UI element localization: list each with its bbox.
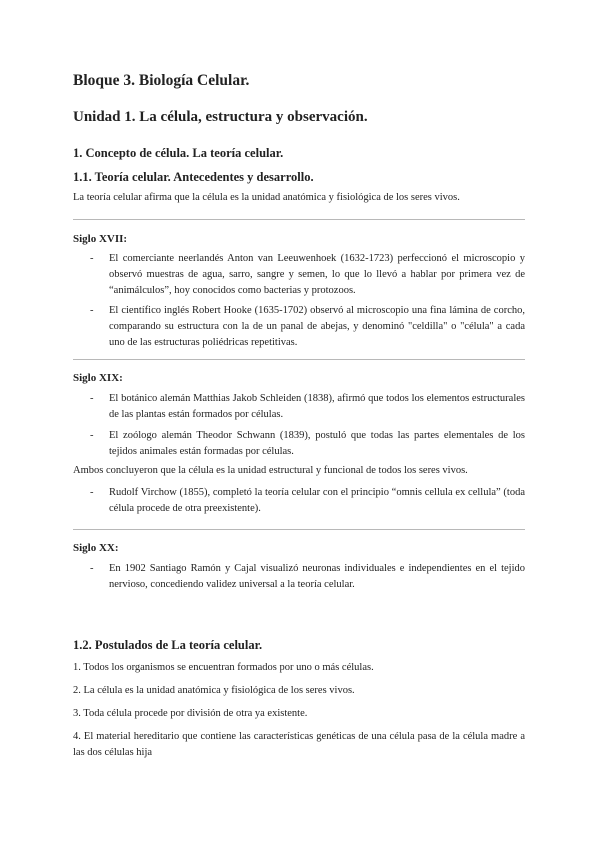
bullet-item — [90, 391, 525, 423]
postulate-item: 1. Todos los organismos se encuentran formados por uno o más células. — [73, 662, 374, 673]
divider — [73, 219, 525, 220]
bullet-text: El botánico alemán Matthias Jakob Schleiden (1838), afirmó que todos los elementos estructurales de las plantas están formados por células. — [109, 393, 525, 420]
bullet-text: En 1902 Santiago Ramón y Cajal visualizó neuronas individuales e independientes en el tejido nervioso, concediendo validez universal a la teoría celular. — [109, 563, 525, 590]
conclusion-paragraph: Ambos concluyeron que la célula es la unidad estructural y funcional de todos los seres vivos. — [73, 465, 468, 476]
block-title: Bloque 3. Biología Celular. — [73, 72, 250, 89]
bullet-item — [90, 485, 525, 517]
bullet-text: Rudolf Virchow (1855), completó la teoría celular con el principio “omnis cellula ex cellula” (toda célula procede de otra preexistente). — [109, 487, 525, 514]
section-1-2-heading: 1.2. Postulados de La teoría celular. — [73, 638, 263, 652]
section-1-heading: 1. Concepto de célula. La teoría celular. — [73, 146, 284, 160]
divider — [73, 359, 525, 360]
unit-title: Unidad 1. La célula, estructura y observación. — [73, 109, 368, 125]
bullet-dash: - — [90, 430, 94, 441]
section-1-1-heading: 1.1. Teoría celular. Antecedentes y desarrollo. — [73, 170, 314, 184]
postulate-item: 4. El material hereditario que contiene las características genéticas de una célula pasa de la célula madre a las dos células hija — [73, 731, 525, 758]
postulate-item: 2. La célula es la unidad anatómica y fisiológica de los seres vivos. — [73, 685, 355, 696]
bullet-dash: - — [90, 487, 94, 498]
bullet-item — [90, 428, 525, 460]
bullet-text: El comerciante neerlandés Anton van Leeuwenhoek (1632-1723) perfeccionó el microscopio y observó muestras de agua, sarro, sangre y semen, lo que lo llevó a hablar por primera vez de “animálculos”, hoy conocidos como bacterias y protozoos. — [109, 253, 525, 296]
bullet-dash: - — [90, 253, 94, 264]
bullet-dash: - — [90, 393, 94, 404]
bullet-dash: - — [90, 563, 94, 574]
bullet-text: El científico inglés Robert Hooke (1635-1702) observó al microscopio una fina lámina de corcho, comparando su estructura con la de un panal de abejas, y denominó "celdilla" o "célula" a cada uno de las estructuras poliédricas repetitivas. — [109, 305, 525, 348]
bullet-dash: - — [90, 305, 94, 316]
century-20-label: Siglo XX: — [73, 542, 119, 554]
bullet-item — [90, 251, 525, 299]
postulate-item: 3. Toda célula procede por división de otra ya existente. — [73, 708, 308, 719]
bullet-item — [90, 303, 525, 351]
divider — [73, 529, 525, 530]
century-19-label: Siglo XIX: — [73, 372, 123, 384]
century-17-label: Siglo XVII: — [73, 233, 128, 245]
bullet-item — [90, 561, 525, 593]
bullet-text: El zoólogo alemán Theodor Schwann (1839), postuló que todas las partes elementales de los tejidos animales están formadas por células. — [109, 430, 525, 457]
intro-paragraph: La teoría celular afirma que la célula es la unidad anatómica y fisiológica de los seres vivos. — [73, 192, 460, 203]
